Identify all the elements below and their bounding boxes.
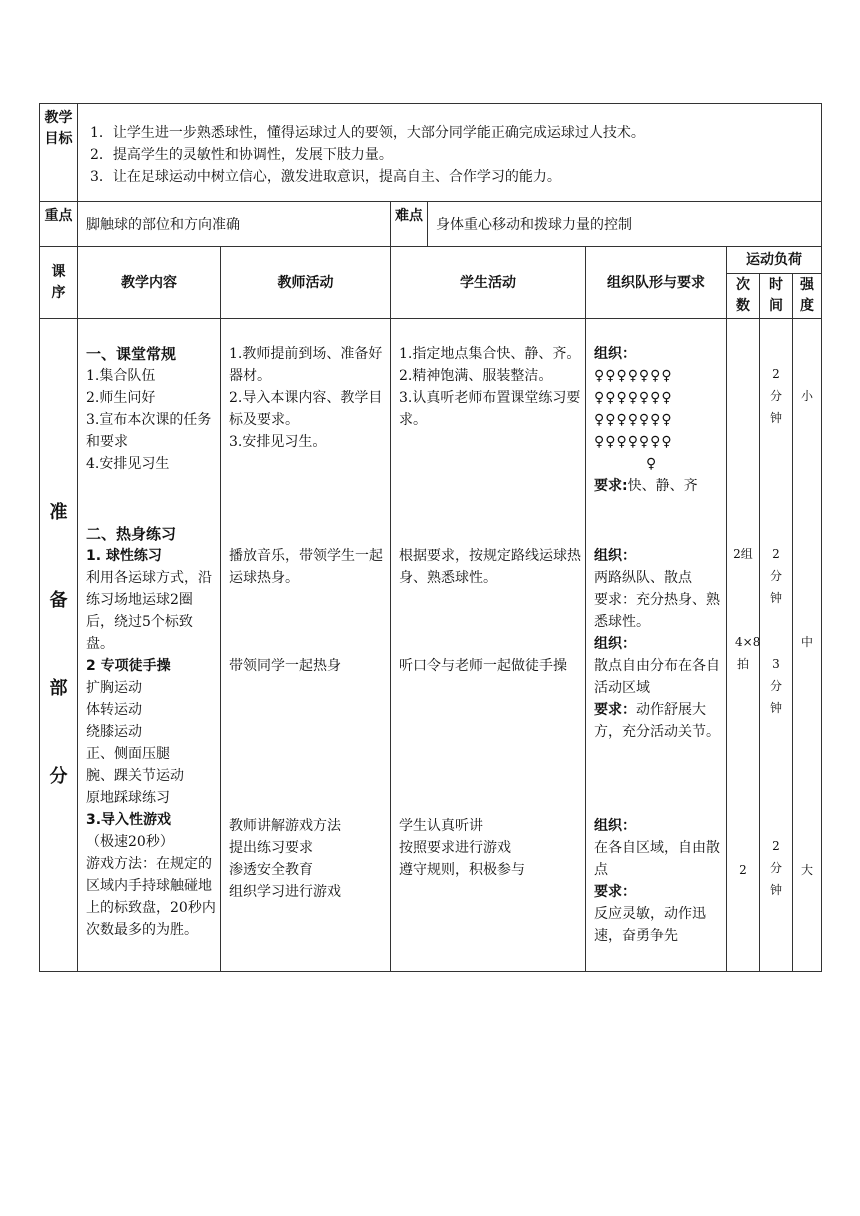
header-teacher: 教师活动 — [221, 247, 391, 319]
student-item: 2.精神饱满、服装整洁。 — [399, 368, 553, 384]
section-prep-label: 准备部分 — [40, 319, 78, 972]
intensity-cell — [793, 319, 822, 972]
req-label: 要求： — [594, 702, 636, 718]
lesson-plan-sheet — [39, 103, 821, 972]
game-intensity: 大 — [801, 863, 814, 877]
ball-practice-title: 1. 球性练习 — [86, 548, 162, 564]
formation-row: ♀♀♀♀♀♀♀ — [594, 412, 673, 428]
goal-item: 1．让学生进一步熟悉球性，懂得运球过人的要领，大部分同学能正确完成运球过人技术。 — [90, 125, 645, 141]
formation-diagram — [594, 365, 722, 475]
warmup-title: 二、热身练习 — [86, 525, 177, 543]
warmup-block — [78, 521, 220, 941]
keypoint-cell — [78, 202, 391, 247]
formation-row: ♀♀♀♀♀♀♀ — [594, 434, 673, 450]
game-teacher — [221, 813, 390, 903]
list-item: 3.宣布本次课的任务和要求 — [86, 412, 212, 450]
gym-student: 听口令与老师一起做徒手操 — [399, 658, 567, 674]
keypoint-label: 重点 — [40, 202, 78, 247]
teacher-item: 2.导入本课内容、教学目标及要求。 — [229, 390, 383, 428]
routine-title: 一、课堂常规 — [86, 345, 177, 363]
ball-practice-text: 利用各运球方式，沿练习场地运球2圈后，绕过5个标致盘。 — [86, 570, 212, 652]
student-item: 遵守规则，积极参与 — [399, 862, 525, 878]
list-item: 正、侧面压腿 — [86, 746, 170, 762]
list-item: 2.师生问好 — [86, 390, 156, 406]
routine-intensity: 小 — [801, 389, 814, 403]
gym-intensity: 中 — [801, 635, 814, 649]
req-label: 要求： — [594, 884, 636, 900]
difficulty-text: 身体重心移动和拨球力量的控制 — [436, 217, 632, 233]
difficulty-cell — [428, 202, 822, 247]
header-content: 教学内容 — [78, 247, 221, 319]
teacher-item: 1.教师提前到场、准备好器材。 — [229, 346, 383, 384]
list-item: 1.集合队伍 — [86, 368, 156, 384]
routine-org — [586, 341, 726, 497]
student-item: 学生认真听讲 — [399, 818, 483, 834]
game-title: 3.导入性游戏 — [86, 812, 172, 828]
game-subtitle: （极速20秒） — [86, 834, 174, 850]
student-item: 1.指定地点集合快、静、齐。 — [399, 346, 581, 362]
list-item: 体转运动 — [86, 702, 142, 718]
routine-student — [391, 341, 585, 431]
goal-item: 3．让在足球运动中树立信心，激发进取意识，提高自主、合作学习的能力。 — [90, 169, 561, 185]
teacher-item: 教师讲解游戏方法 — [229, 818, 341, 834]
keypoint-text: 脚触球的部位和方向准确 — [86, 217, 240, 233]
header-load: 运动负荷 — [727, 247, 822, 274]
ball-teacher: 播放音乐，带领学生一起运球热身。 — [229, 548, 383, 586]
list-item: 4.安排见习生 — [86, 456, 170, 472]
org-text: 散点自由分布在各自活动区域 — [594, 658, 720, 696]
req-label: 要求: — [594, 478, 628, 494]
game-time: 2分钟 — [769, 839, 782, 897]
header-time: 时间 — [760, 274, 793, 319]
formation-row: ♀ — [646, 456, 658, 472]
teacher-item: 组织学习进行游戏 — [229, 884, 341, 900]
difficulty-label: 难点 — [391, 202, 428, 247]
routine-time: 2分钟 — [769, 367, 782, 425]
game-org — [586, 813, 726, 947]
student-item: 按照要求进行游戏 — [399, 840, 511, 856]
teacher-cell — [221, 319, 391, 972]
org-label: 组织： — [594, 636, 636, 652]
header-student: 学生活动 — [391, 247, 586, 319]
lesson-plan-table — [39, 103, 822, 972]
gym-teacher: 带领同学一起热身 — [229, 658, 341, 674]
formation-row: ♀♀♀♀♀♀♀ — [594, 368, 673, 384]
org-label: 组织： — [594, 818, 636, 834]
ball-org — [586, 543, 726, 743]
ball-student: 根据要求，按规定路线运球热身、熟悉球性。 — [399, 548, 581, 586]
req-text: 动作舒展大方，充分活动关节。 — [594, 702, 720, 740]
header-order: 课序 — [40, 247, 78, 319]
req-text: 快、静、齐 — [627, 478, 698, 494]
list-item: 原地踩球练习 — [86, 790, 170, 806]
game-text: 游戏方法：在规定的区域内手持球触碰地上的标致盘，20秒内次数最多的为胜。 — [86, 856, 216, 938]
list-item: 绕膝运动 — [86, 724, 142, 740]
ball-count: 2组 — [733, 547, 753, 561]
student-item: 3.认真听老师布置课堂练习要求。 — [399, 390, 581, 428]
list-item: 腕、踝关节运动 — [86, 768, 184, 784]
goals-cell — [78, 104, 822, 202]
list-item: 扩胸运动 — [86, 680, 142, 696]
student-cell — [391, 319, 586, 972]
org-label: 组织： — [594, 548, 636, 564]
org-cell — [586, 319, 727, 972]
header-org: 组织队形与要求 — [586, 247, 727, 319]
req-text: 要求：充分热身、熟悉球性。 — [594, 592, 720, 630]
ball-time: 2分钟 — [769, 547, 782, 605]
goals-label: 教学目标 — [40, 104, 78, 202]
routine-teacher — [221, 341, 390, 453]
header-count: 次数 — [727, 274, 760, 319]
gym-time: 3分钟 — [769, 657, 782, 715]
count-cell — [727, 319, 760, 972]
teacher-item: 提出练习要求 — [229, 840, 313, 856]
header-intensity: 强度 — [793, 274, 822, 319]
content-cell — [78, 319, 221, 972]
org-text: 在各自区域，自由散点 — [594, 840, 720, 878]
org-label: 组织： — [594, 346, 636, 362]
teacher-item: 3.安排见习生。 — [229, 434, 327, 450]
game-count: 2 — [739, 863, 747, 877]
time-cell — [760, 319, 793, 972]
org-text: 两路纵队、散点 — [594, 570, 692, 586]
teacher-item: 渗透安全教育 — [229, 862, 313, 878]
goal-item: 2．提高学生的灵敏性和协调性，发展下肢力量。 — [90, 147, 393, 163]
gym-title: 2 专项徒手操 — [86, 658, 171, 674]
formation-row: ♀♀♀♀♀♀♀ — [594, 390, 673, 406]
game-student — [391, 813, 585, 881]
gym-count: 4×8拍 — [735, 635, 761, 671]
req-text: 反应灵敏，动作迅速，奋勇争先 — [594, 906, 706, 944]
routine-block — [78, 341, 220, 475]
